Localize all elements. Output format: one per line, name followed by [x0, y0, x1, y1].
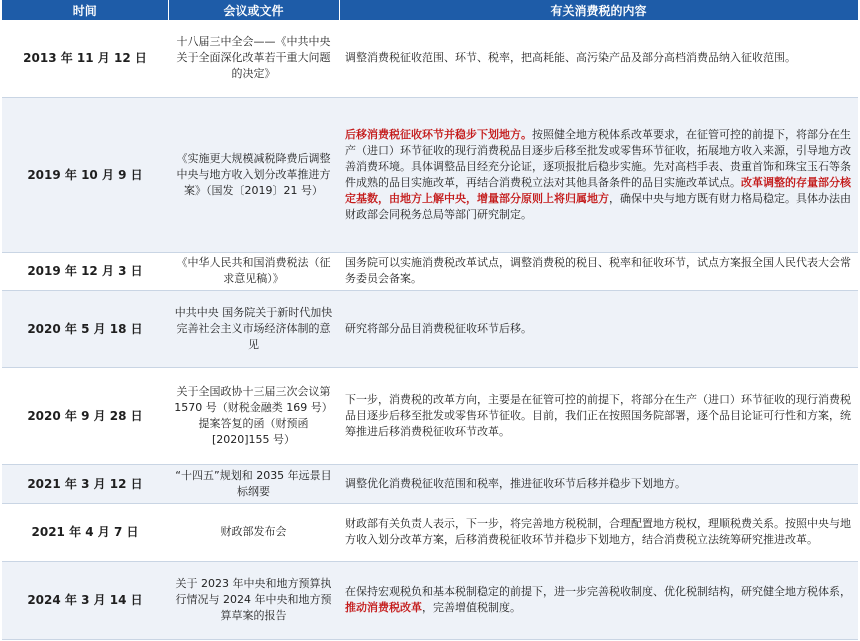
document-cell: 财政部发布会 — [168, 503, 339, 561]
content-text: ，完善增值税制度。 — [422, 601, 521, 614]
date-cell: 2020 年 5 月 18 日 — [2, 290, 168, 367]
header-time: 时间 — [2, 0, 168, 20]
table-row — [2, 97, 858, 252]
table-row — [2, 252, 858, 290]
document-cell: 中共中央 国务院关于新时代加快完善社会主义市场经济体制的意见 — [168, 290, 339, 367]
highlighted-text: 改革调整的存量部分核定基数，由地方上解中央，增量部分原则上将归属地方 — [345, 175, 851, 205]
document-cell: 十八届三中全会——《中共中央关于全面深化改革若干重大问题的决定》 — [168, 20, 339, 97]
document-cell: 《中华人民共和国消费税法（征求意见稿）》 — [168, 252, 339, 290]
table-row — [2, 464, 858, 503]
document-cell: 关于全国政协十三届三次会议第 1570 号（财税金融类 169 号）提案答复的函（财预函[2020]155 号） — [168, 367, 339, 464]
table-row — [2, 367, 858, 464]
date-cell: 2019 年 12 月 3 日 — [2, 252, 168, 290]
date-cell: 2020 年 9 月 28 日 — [2, 367, 168, 464]
table-header-row — [2, 0, 858, 20]
content-cell — [339, 20, 858, 97]
content-text: 研究将部分品目消费税征收环节后移。 — [345, 321, 532, 335]
highlighted-text: 后移消费税征收环节并稳步下划地方。 — [345, 127, 532, 141]
date-cell: 2013 年 11 月 12 日 — [2, 20, 168, 97]
table-row — [2, 20, 858, 97]
content-cell — [339, 97, 858, 252]
content-text: 调整消费税征收范围、环节、税率，把高耗能、高污染产品及部分高档消费品纳入征收范围。 — [345, 51, 796, 65]
content-text: 下一步，消费税的改革方向，主要是在征管可控的前提下，将部分在生产（进口）环节征收的现行消费税品目逐步后移至批发或零售环节征收。目前，我们正在按照国务院部署，逐个品目论证可行性和方案，统筹推进后移消费税征收环节改革。 — [345, 392, 851, 438]
document-cell: “十四五”规划和 2035 年远景目标纲要 — [168, 464, 339, 503]
consumption-tax-policy-table — [2, 0, 859, 640]
date-cell: 2019 年 10 月 9 日 — [2, 97, 168, 252]
content-cell — [339, 503, 858, 561]
table-row — [2, 561, 858, 639]
document-cell: 《实施更大规模减税降费后调整中央与地方收入划分改革推进方案》（国发〔2019〕21 号） — [168, 97, 339, 252]
content-text: 按照健全地方税体系改革要求，在征管可控的前提下，将部分在生产（进口）环节征收的现行消费税品目逐步后移至批发或零售环节征收，拓展地方收入来源，引导地方改善消费环境。具体调整品目经充分论证，逐项报批后稳步实施。先对高档手表、贵重首饰和珠宝玉石等条件成熟的品目实施改革，再结合消费税立法对其他具备条件的品目实施改革试点。 — [345, 127, 851, 189]
content-text: 国务院可以实施消费税改革试点，调整消费税的税目、税率和征收环节，试点方案报全国人民代表大会常务委员会备案。 — [345, 256, 851, 285]
content-text: 财政部有关负责人表示，下一步，将完善地方税税制，合理配置地方税权，理顺税费关系。按照中央与地方收入划分改革方案，后移消费税征收环节并稳步下划地方，结合消费税立法统筹研究推进改革。 — [345, 517, 851, 546]
table-row — [2, 503, 858, 561]
document-cell: 关于 2023 年中央和地方预算执行情况与 2024 年中央和地方预算草案的报告 — [168, 561, 339, 639]
content-cell — [339, 367, 858, 464]
date-cell: 2021 年 3 月 12 日 — [2, 464, 168, 503]
content-cell — [339, 252, 858, 290]
header-meeting-or-document: 会议或文件 — [168, 0, 339, 20]
content-cell — [339, 561, 858, 639]
highlighted-text: 推动消费税改革 — [345, 601, 422, 614]
table-row — [2, 290, 858, 367]
content-cell — [339, 464, 858, 503]
date-cell: 2021 年 4 月 7 日 — [2, 503, 168, 561]
content-text: 在保持宏观税负和基本税制稳定的前提下，进一步完善税收制度、优化税制结构，研究健全地方税体系， — [345, 585, 851, 598]
header-consumption-tax-content: 有关消费税的内容 — [339, 0, 858, 20]
content-text: 调整优化消费税征收范围和税率，推进征收环节后移并稳步下划地方。 — [345, 476, 686, 490]
date-cell: 2024 年 3 月 14 日 — [2, 561, 168, 639]
content-text: ，确保中央与地方既有财力格局稳定。具体办法由财政部会同税务总局等部门研究制定。 — [345, 191, 851, 221]
content-cell — [339, 290, 858, 367]
